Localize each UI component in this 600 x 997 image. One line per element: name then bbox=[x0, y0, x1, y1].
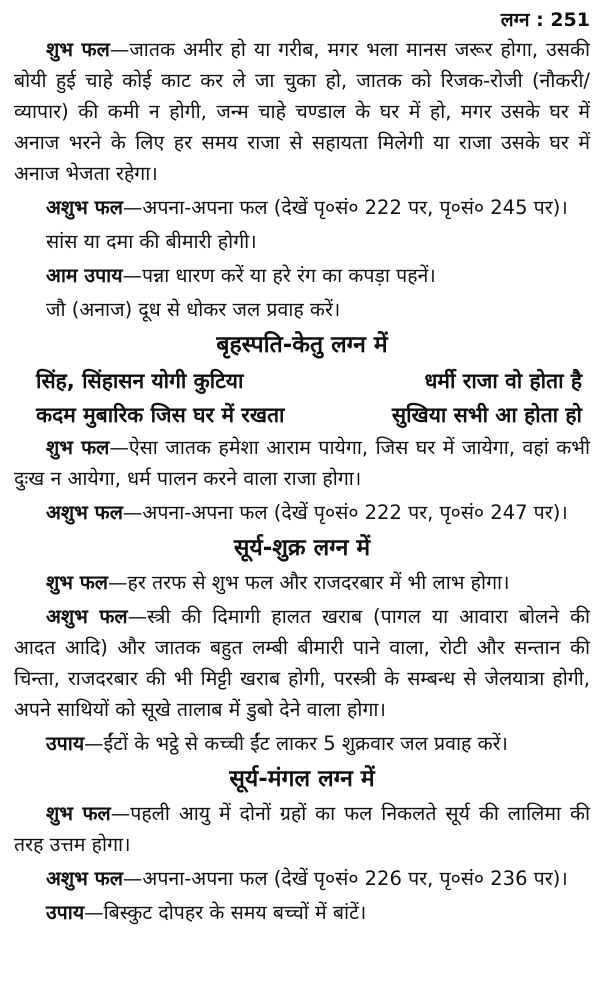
paragraph-text: —जातक अमीर हो या गरीब, मगर भला मानस जरूर होगा, उसकी बोयी हुई चाहे कोई काट कर ले जा चुका हो, जातक को रिजक-रोजी (नौकरी/व्यापार) की कमी न होगी, जन्म चाहे चण्डाल के घर में हो, मगर उसके घर में अनाज भरने के लिए हर समय राजा से सहायता मिलेगी या राजा उसके घर में अनाज भेजता रहेगा। bbox=[14, 38, 590, 185]
paragraph-text: जौ (अनाज) दूध से धोकर जल प्रवाह करें। bbox=[46, 298, 341, 321]
paragraph-label: अशुभ फल bbox=[46, 501, 123, 524]
paragraph-label: शुभ फल bbox=[46, 571, 109, 594]
paragraph bbox=[14, 34, 590, 189]
paragraph-label: अशुभ फल bbox=[46, 867, 123, 890]
paragraph-text: —ऐसा जातक हमेशा आराम पायेगा, जिस घर में जायेगा, वहां कभी दुःख न आयेगा, धर्म पालन करने वाला राजा होगा। bbox=[14, 436, 591, 490]
paragraph bbox=[14, 728, 590, 759]
page-content bbox=[14, 34, 590, 931]
paragraph-label: अशुभ फल bbox=[46, 196, 123, 219]
paragraph bbox=[14, 192, 590, 223]
verse-couplet bbox=[14, 364, 590, 398]
paragraph-text: —पन्ना धारण करें या हरे रंग का कपड़ा पहनें। bbox=[122, 264, 436, 287]
paragraph bbox=[14, 897, 590, 928]
paragraph bbox=[14, 497, 590, 528]
paragraph-label: शुभ फल bbox=[46, 436, 110, 459]
paragraph-text: —अपना-अपना फल (देखें पृ०सं० 226 पर, पृ०सं० 236 पर)। bbox=[122, 867, 568, 890]
paragraph-text: —बिस्कुट दोपहर के समय बच्चों में बांटें। bbox=[84, 901, 367, 924]
paragraph-label: उपाय bbox=[46, 901, 85, 924]
section-heading: सूर्य-मंगल लग्न में bbox=[229, 766, 375, 792]
paragraph-label: शुभ फल bbox=[46, 38, 110, 61]
paragraph bbox=[14, 567, 590, 598]
verse-right: धर्मी राजा वो होता है bbox=[424, 369, 582, 393]
verse-left: सिंह, सिंहासन योगी कुटिया bbox=[36, 369, 244, 393]
page-header-label: लग्न : 251 bbox=[500, 9, 590, 31]
paragraph-text: —हर तरफ से शुभ फल और राजदरबार में भी लाभ होगा। bbox=[108, 571, 510, 594]
paragraph-text: —स्त्री की दिमागी हालत खराब (पागल या आवारा बोलने की आदत आदि) और जातक बहुत लम्बी बीमारी पाने वाला, रोटी और सन्तान की चिन्ता, राजदरबार की भी मिट्टी खराब होगी, परस्त्री के सम्बन्ध से जेलयात्रा होगी, अपने साथियों को सूखे तालाब में डुबो देने वाला होगा। bbox=[14, 605, 590, 721]
verse-left: कदम मुबारिक जिस घर में रखता bbox=[36, 403, 285, 427]
paragraph-label: उपाय bbox=[46, 732, 85, 755]
paragraph bbox=[14, 226, 590, 257]
verse-couplet bbox=[14, 398, 590, 432]
paragraph bbox=[14, 798, 590, 860]
paragraph-label: शुभ फल bbox=[46, 802, 111, 825]
paragraph-text: सांस या दमा की बीमारी होगी। bbox=[46, 230, 257, 253]
paragraph bbox=[14, 601, 590, 725]
section-heading: सूर्य-शुक्र लग्न में bbox=[233, 535, 371, 561]
paragraph-text: —पहली आयु में दोनों ग्रहों का फल निकलते सूर्य की लालिमा की तरह उत्तम होगा। bbox=[14, 802, 591, 856]
paragraph-text: —अपना-अपना फल (देखें पृ०सं० 222 पर, पृ०सं० 245 पर)। bbox=[122, 196, 568, 219]
paragraph-label: अशुभ फल bbox=[46, 605, 128, 628]
paragraph-text: —अपना-अपना फल (देखें पृ०सं० 222 पर, पृ०सं० 247 पर)। bbox=[122, 501, 568, 524]
paragraph bbox=[14, 260, 590, 291]
paragraph-label: आम उपाय bbox=[46, 264, 123, 287]
section-heading: बृहस्पति-केतु लग्न में bbox=[216, 332, 388, 358]
paragraph bbox=[14, 432, 590, 494]
paragraph-text: —ईंटों के भट्ठे से कच्ची ईंट लाकर 5 शुक्रवार जल प्रवाह करें। bbox=[84, 732, 508, 755]
paragraph bbox=[14, 294, 590, 325]
paragraph bbox=[14, 863, 590, 894]
verse-right: सुखिया सभी आ होता हो bbox=[391, 403, 582, 427]
